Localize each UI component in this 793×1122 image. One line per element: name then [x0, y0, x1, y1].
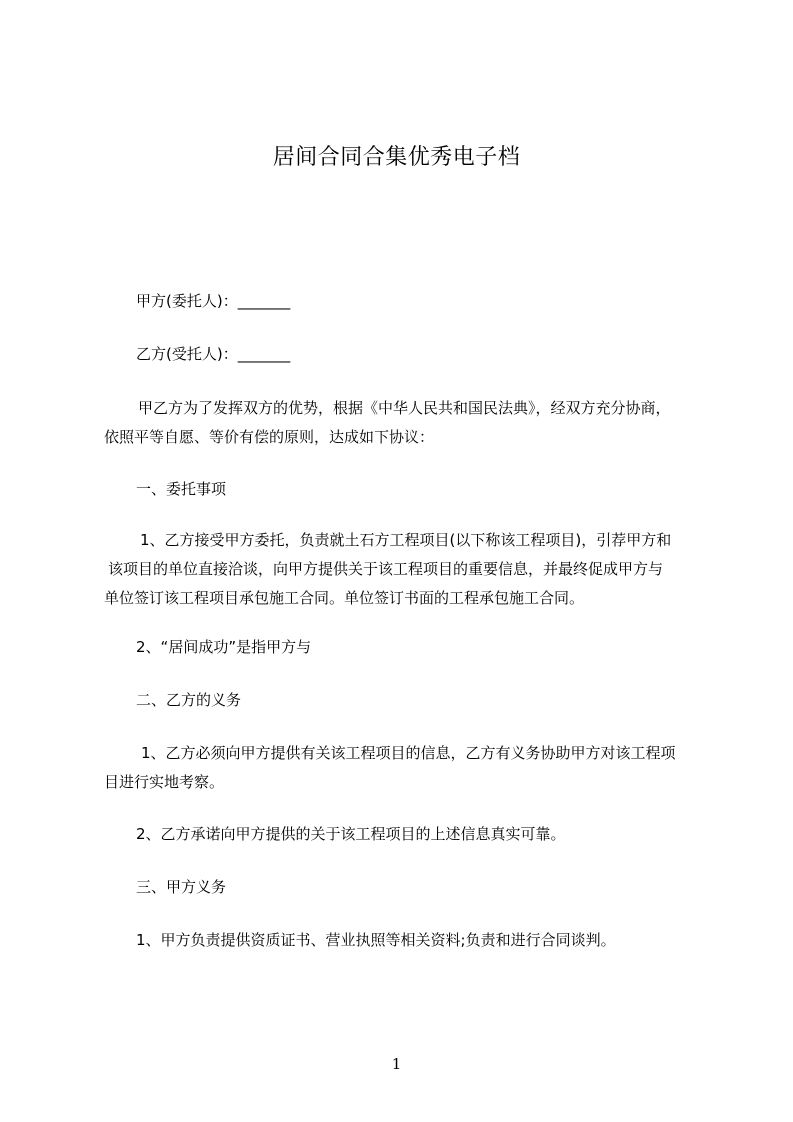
intro-line-1: 甲乙方为了发挥双方的优势，根据《中华人民共和国民法典》，经双方充分协商， — [138, 399, 671, 417]
section-2-item-1-line-2: 目进行实地考察。 — [104, 773, 225, 791]
section-2-heading: 二、乙方的义务 — [136, 691, 242, 709]
section-1-item-1-line-1: 1、乙方接受甲方委托，负责就土石方工程项目(以下称该工程项目)，引荐甲方和 — [140, 531, 672, 549]
party-a-line: 甲方(委托人)：_______ — [136, 292, 291, 310]
section-1-item-2: 2、“居间成功”是指甲方与 — [136, 638, 312, 656]
section-2-item-1-line-1: 1、乙方必须向甲方提供有关该工程项目的信息，乙方有义务协助甲方对该工程项 — [141, 744, 676, 762]
section-1-item-1 — [104, 526, 714, 613]
section-3-heading: 三、甲方义务 — [136, 878, 227, 896]
party-b-line: 乙方(受托人)：_______ — [136, 345, 291, 363]
section-1-item-1-line-3: 单位签订该工程项目承包施工合同。单位签订书面的工程承包施工合同。 — [104, 589, 585, 607]
section-1-heading: 一、委托事项 — [136, 480, 227, 498]
document-title: 居间合同合集优秀电子档 — [272, 145, 521, 170]
section-2-item-1 — [104, 739, 714, 797]
intro-paragraph — [104, 394, 714, 452]
page-number: 1 — [391, 1055, 402, 1073]
section-2-item-2: 2、乙方承诺向甲方提供的关于该工程项目的上述信息真实可靠。 — [136, 825, 566, 843]
section-1-item-1-line-2: 该项目的单位直接洽谈，向甲方提供关于该工程项目的重要信息，并最终促成甲方与 — [108, 560, 664, 578]
section-3-item-1: 1、甲方负责提供资质证书、营业执照等相关资料;负责和进行合同谈判。 — [136, 931, 616, 949]
intro-line-2: 依照平等自愿、等价有偿的原则，达成如下协议： — [104, 428, 435, 446]
